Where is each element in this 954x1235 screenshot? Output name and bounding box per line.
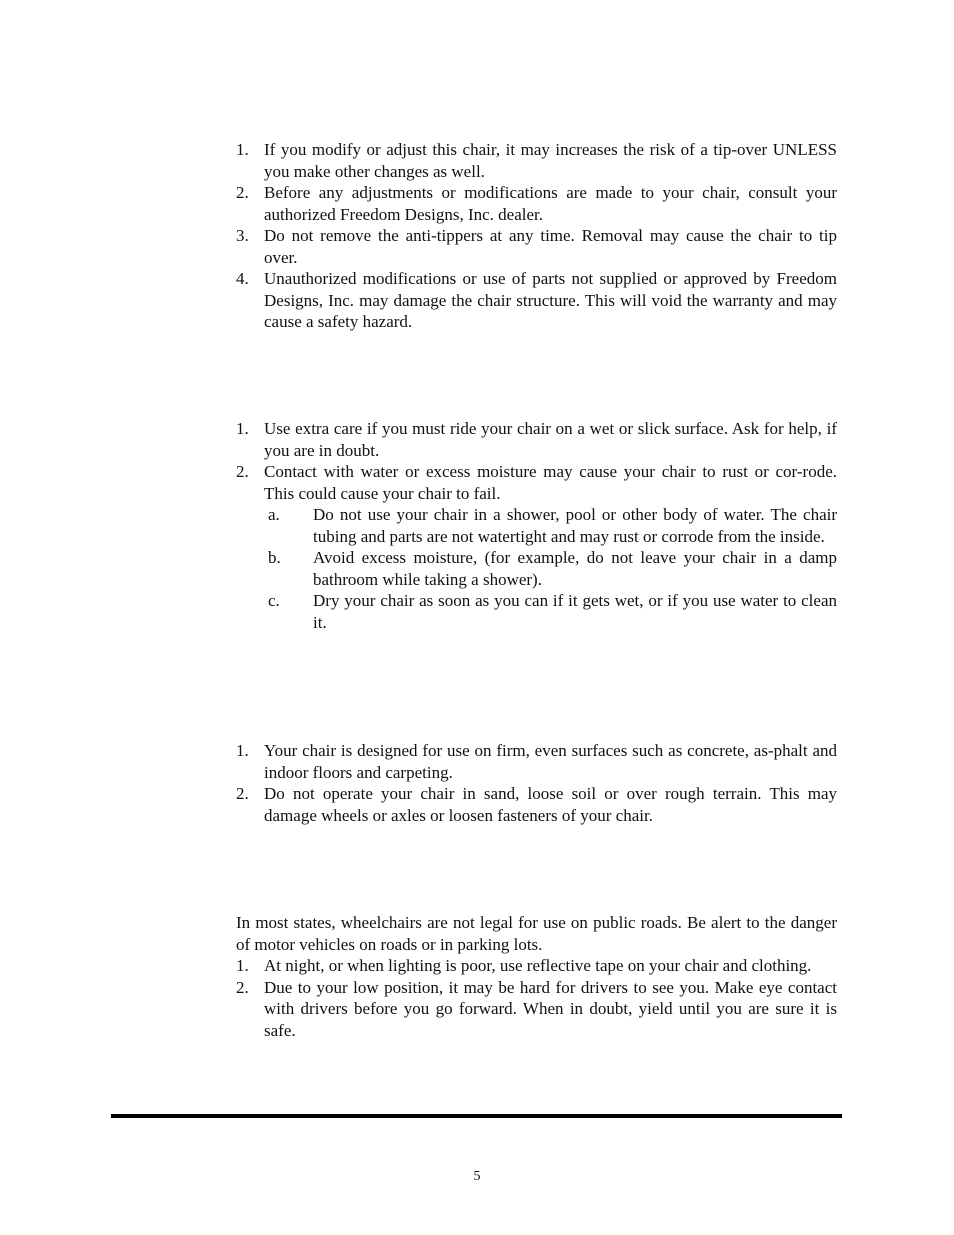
list-marker: 2. xyxy=(236,784,249,803)
list-marker: 2. xyxy=(236,462,249,481)
list-item xyxy=(236,977,837,1042)
sublist-item-text: Avoid excess moisture, (for example, do not leave your chair in a damp bathroom while taking a shower). xyxy=(313,548,837,589)
list-marker: 4. xyxy=(236,269,249,288)
list-item-text: Contact with water or excess moisture may cause your chair to rust or cor-rode. This could cause your chair to fail. xyxy=(264,462,837,503)
list-item-text: Your chair is designed for use on firm, even surfaces such as concrete, as-phalt and indoor floors and carpeting. xyxy=(264,741,837,782)
list-item xyxy=(236,268,837,333)
roads-section xyxy=(236,912,837,1041)
list-item-text: Use extra care if you must ride your chair on a wet or slick surface. Ask for help, if you are in doubt. xyxy=(264,419,837,460)
list-item-text: Before any adjustments or modifications are made to your chair, consult your authorized Freedom Designs, Inc. dealer. xyxy=(264,183,837,224)
list-marker: 1. xyxy=(236,956,249,975)
list-item xyxy=(236,182,837,225)
list-item xyxy=(236,225,837,268)
list-marker: 1. xyxy=(236,741,249,760)
moisture-section xyxy=(236,418,837,633)
sublist-item xyxy=(236,547,837,590)
list-marker: 1. xyxy=(236,140,249,159)
sublist-item-text: Do not use your chair in a shower, pool or other body of water. The chair tubing and parts are not watertight and may rust or corrode from the inside. xyxy=(313,505,837,546)
roads-intro: In most states, wheelchairs are not legal for use on public roads. Be alert to the danger of motor vehicles on roads or in parking lots. xyxy=(236,913,837,954)
list-item-text: Do not remove the anti-tippers at any time. Removal may cause the chair to tip over. xyxy=(264,226,837,267)
sublist-marker: b. xyxy=(268,548,281,567)
sublist-marker: c. xyxy=(268,591,280,610)
sublist-marker: a. xyxy=(268,505,280,524)
modifications-section xyxy=(236,139,837,333)
modifications-list xyxy=(236,139,837,333)
list-item xyxy=(236,418,837,461)
moisture-sublist xyxy=(236,504,837,633)
moisture-list xyxy=(236,418,837,504)
list-item xyxy=(236,955,837,977)
list-marker: 2. xyxy=(236,183,249,202)
page-number: 5 xyxy=(473,1169,481,1184)
list-item-text: Unauthorized modifications or use of parts not supplied or approved by Freedom Designs, Inc. may damage the chair structure. This will void the warranty and may cause a safety hazard. xyxy=(264,269,837,331)
sublist-item xyxy=(236,504,837,547)
footer-rule xyxy=(111,1114,842,1118)
sublist-item-text: Dry your chair as soon as you can if it gets wet, or if you use water to clean it. xyxy=(313,591,837,632)
list-marker: 2. xyxy=(236,977,249,997)
list-item xyxy=(236,783,837,826)
list-item-text: If you modify or adjust this chair, it may increases the risk of a tip-over UNLESS you make other changes as well. xyxy=(264,140,837,181)
roads-list xyxy=(236,955,837,1041)
list-item xyxy=(236,740,837,783)
list-item xyxy=(236,139,837,182)
terrain-section xyxy=(236,740,837,826)
list-marker: 3. xyxy=(236,226,249,245)
list-item xyxy=(236,461,837,504)
list-item-text: Due to your low position, it may be hard for drivers to see you. Make eye contact with drivers before you go forward. When in doubt, yield until you are sure it is safe. xyxy=(264,977,837,1040)
terrain-list xyxy=(236,740,837,826)
list-marker: 1. xyxy=(236,419,249,438)
list-item-text: At night, or when lighting is poor, use reflective tape on your chair and clothing. xyxy=(264,956,812,975)
sublist-item xyxy=(236,590,837,633)
list-item-text: Do not operate your chair in sand, loose soil or over rough terrain. This may damage wheels or axles or loosen fasteners of your chair. xyxy=(264,784,837,825)
